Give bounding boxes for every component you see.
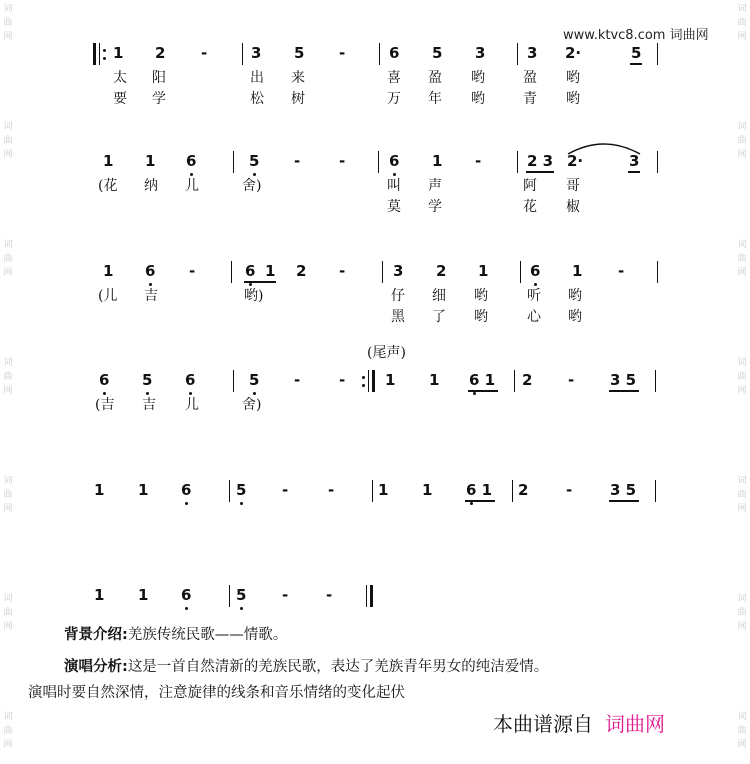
note: 1 <box>378 481 389 499</box>
note: 5 <box>432 44 443 62</box>
barline <box>382 261 383 283</box>
eighth-underline <box>630 63 642 65</box>
watermark-char: 网 <box>3 150 13 160</box>
watermark-char: 网 <box>737 386 747 396</box>
note: - <box>326 586 333 604</box>
watermark-char: 词 <box>737 122 747 132</box>
note: 5 <box>236 586 247 604</box>
watermark-char: 曲 <box>737 18 747 28</box>
note: - <box>339 152 346 170</box>
note: 2 <box>296 262 307 280</box>
analysis-paragraph <box>64 655 548 679</box>
low-octave-dot <box>473 392 476 395</box>
lyric: 听 <box>527 288 541 304</box>
background-label: 背景介绍: <box>64 627 128 643</box>
eighth-underline <box>628 171 640 173</box>
note: - <box>618 262 625 280</box>
background-paragraph <box>64 623 287 647</box>
watermark-char: 网 <box>737 504 747 514</box>
lyric: 哟 <box>568 288 582 304</box>
barline <box>372 480 373 502</box>
note: 3 <box>475 44 486 62</box>
barline <box>517 43 518 65</box>
lyric: 万 <box>387 91 401 107</box>
barline <box>231 261 232 283</box>
watermark-char: 曲 <box>3 608 13 618</box>
repeat-dot <box>103 49 106 52</box>
barline <box>233 151 234 173</box>
watermark-char: 词 <box>3 4 13 14</box>
lyric: 松 <box>250 91 264 107</box>
note: 3 <box>393 262 404 280</box>
watermark-left <box>2 0 14 764</box>
note: 2 <box>436 262 447 280</box>
barline <box>378 151 379 173</box>
final-barline-thick <box>370 585 373 607</box>
lyric: 心 <box>527 309 541 325</box>
tie-arc <box>566 140 642 156</box>
watermark-char: 曲 <box>737 372 747 382</box>
watermark-char: 网 <box>737 622 747 632</box>
lyric: 吉 <box>142 397 156 413</box>
lyric: 树 <box>291 91 305 107</box>
lyric: 了 <box>432 309 446 325</box>
note: 5 <box>236 481 247 499</box>
analysis-line2: 演唱时要自然深情，注意旋律的线条和音乐情绪的变化起伏 <box>28 685 405 701</box>
lyric: 要 <box>113 91 127 107</box>
note: 6 <box>99 371 110 389</box>
note: 2· <box>567 152 584 170</box>
note: 1 <box>478 262 489 280</box>
note: 3 5 <box>610 481 637 499</box>
low-octave-dot <box>534 283 537 286</box>
barline <box>657 151 658 173</box>
lyric: 舍) <box>242 178 262 194</box>
note: 6 <box>181 586 192 604</box>
lyric: 哟 <box>566 70 580 86</box>
barline <box>242 43 243 65</box>
eighth-underline <box>609 500 639 502</box>
watermark-right <box>736 0 748 764</box>
barline <box>657 43 658 65</box>
note: - <box>282 481 289 499</box>
note: 6 <box>245 262 256 280</box>
lyric: 叫 <box>387 178 401 194</box>
lyric: 吉 <box>144 288 158 304</box>
eighth-underline <box>609 390 639 392</box>
watermark-char: 曲 <box>737 136 747 146</box>
barline <box>657 261 658 283</box>
barline <box>655 480 656 502</box>
watermark-char: 曲 <box>3 372 13 382</box>
analysis-line1: 这是一首自然清新的羌族民歌，表达了羌族青年男女的纯洁爱情。 <box>127 659 549 675</box>
watermark-char: 曲 <box>737 608 747 618</box>
note: 6 1 <box>469 371 496 389</box>
lyric: (花 <box>98 178 118 194</box>
note: - <box>294 152 301 170</box>
low-octave-dot <box>249 283 252 286</box>
lyric: 黑 <box>391 309 405 325</box>
watermark-char: 词 <box>3 476 13 486</box>
barline <box>517 151 518 173</box>
barline <box>379 43 380 65</box>
note: 2 3 <box>527 152 554 170</box>
barline <box>655 370 656 392</box>
note: 3 <box>527 44 538 62</box>
lyric: 莫 <box>387 199 401 215</box>
note: 2 <box>155 44 166 62</box>
analysis-paragraph-cont <box>28 681 405 705</box>
note: 1 <box>113 44 124 62</box>
barline <box>233 370 234 392</box>
eighth-underline <box>468 390 498 392</box>
lyric: 儿 <box>185 397 199 413</box>
barline <box>512 480 513 502</box>
low-octave-dot <box>253 392 256 395</box>
note: 1 <box>432 152 443 170</box>
watermark-char: 网 <box>737 740 747 750</box>
note: - <box>339 371 346 389</box>
watermark-char: 词 <box>737 240 747 250</box>
note: 3 <box>251 44 262 62</box>
barline <box>229 585 230 607</box>
lyric: 阿 <box>523 178 537 194</box>
lyric: 年 <box>428 91 442 107</box>
lyric: 哟) <box>244 288 264 304</box>
note: - <box>189 262 196 280</box>
lyric: 哟 <box>471 91 485 107</box>
repeat-start-thin <box>99 43 100 65</box>
lyric: 来 <box>291 70 305 86</box>
note: - <box>339 262 346 280</box>
note: 1 <box>138 481 149 499</box>
low-octave-dot <box>185 607 188 610</box>
ending-label: (尾声) <box>367 345 406 361</box>
lyric: 哟 <box>474 309 488 325</box>
note: - <box>566 481 573 499</box>
barline <box>514 370 515 392</box>
note: - <box>568 371 575 389</box>
low-octave-dot <box>393 173 396 176</box>
watermark-char: 词 <box>737 594 747 604</box>
watermark-char: 词 <box>737 358 747 368</box>
watermark-char: 词 <box>3 594 13 604</box>
watermark-char: 曲 <box>3 136 13 146</box>
note: - <box>328 481 335 499</box>
lyric: 哟 <box>568 309 582 325</box>
note: 1 <box>103 152 114 170</box>
note: - <box>339 44 346 62</box>
note: 2· <box>565 44 582 62</box>
low-octave-dot <box>470 502 473 505</box>
lyric: 纳 <box>144 178 158 194</box>
low-octave-dot <box>240 502 243 505</box>
background-text: 羌族传统民歌——情歌。 <box>127 627 288 643</box>
lyric: 仔 <box>391 288 405 304</box>
note: - <box>282 586 289 604</box>
watermark-char: 曲 <box>3 18 13 28</box>
watermark-char: 网 <box>3 386 13 396</box>
note: 5 <box>294 44 305 62</box>
lyric: 哥 <box>566 178 580 194</box>
note: 6 1 <box>466 481 493 499</box>
note: 6 <box>530 262 541 280</box>
watermark-char: 曲 <box>737 254 747 264</box>
note: - <box>294 371 301 389</box>
note: 2 <box>518 481 529 499</box>
note: 6 <box>145 262 156 280</box>
footer-credit <box>493 708 665 737</box>
note: 1 <box>145 152 156 170</box>
watermark-char: 曲 <box>737 490 747 500</box>
note: 1 <box>103 262 114 280</box>
lyric: 盈 <box>523 70 537 86</box>
note: 6 <box>186 152 197 170</box>
analysis-label: 演唱分析: <box>64 659 128 675</box>
note: 6 <box>181 481 192 499</box>
lyric: 声 <box>428 178 442 194</box>
note: 1 <box>385 371 396 389</box>
watermark-char: 网 <box>737 32 747 42</box>
note: 1 <box>572 262 583 280</box>
lyric: 细 <box>432 288 446 304</box>
watermark-char: 网 <box>3 622 13 632</box>
lyric: 太 <box>113 70 127 86</box>
repeat-dot <box>362 376 365 379</box>
watermark-char: 曲 <box>3 726 13 736</box>
watermark-char: 曲 <box>3 490 13 500</box>
watermark-char: 曲 <box>3 254 13 264</box>
note: 5 <box>249 152 260 170</box>
note: - <box>201 44 208 62</box>
watermark-char: 词 <box>737 476 747 486</box>
note: 1 <box>94 481 105 499</box>
watermark-char: 词 <box>737 712 747 722</box>
repeat-end-thin <box>368 370 369 392</box>
watermark-char: 网 <box>3 32 13 42</box>
watermark-char: 网 <box>737 150 747 160</box>
lyric: 椒 <box>566 199 580 215</box>
barline <box>520 261 521 283</box>
note: 5 <box>631 44 642 62</box>
watermark-char: 网 <box>3 740 13 750</box>
note: - <box>475 152 482 170</box>
final-barline-thin <box>366 585 367 607</box>
eighth-underline <box>244 281 276 283</box>
watermark-char: 网 <box>737 268 747 278</box>
note: 1 <box>94 586 105 604</box>
lyric: 儿 <box>185 178 199 194</box>
footer-source: 本曲谱源自 <box>493 712 593 736</box>
repeat-end-barline <box>372 370 375 392</box>
low-octave-dot <box>185 502 188 505</box>
watermark-char: 词 <box>3 122 13 132</box>
note: 6 <box>389 44 400 62</box>
note: 6 <box>389 152 400 170</box>
repeat-start-barline <box>93 43 96 65</box>
watermark-char: 词 <box>3 712 13 722</box>
note: 1 <box>429 371 440 389</box>
lyric: 青 <box>523 91 537 107</box>
low-octave-dot <box>103 392 106 395</box>
repeat-dot <box>362 384 365 387</box>
watermark-char: 曲 <box>737 726 747 736</box>
watermark-char: 网 <box>3 504 13 514</box>
watermark-char: 网 <box>3 268 13 278</box>
repeat-dot <box>103 57 106 60</box>
lyric: 哟 <box>566 91 580 107</box>
lyric: 学 <box>428 199 442 215</box>
low-octave-dot <box>240 607 243 610</box>
eighth-underline <box>465 500 495 502</box>
lyric: 学 <box>152 91 166 107</box>
lyric: 舍) <box>242 397 262 413</box>
eighth-underline <box>526 171 554 173</box>
barline <box>229 480 230 502</box>
lyric: (儿 <box>98 288 118 304</box>
watermark-char: 词 <box>3 240 13 250</box>
lyric: (吉 <box>95 397 115 413</box>
low-octave-dot <box>189 392 192 395</box>
low-octave-dot <box>146 392 149 395</box>
site-label: www.ktvc8.com 词曲网 <box>563 28 709 43</box>
watermark-char: 词 <box>737 4 747 14</box>
lyric: 哟 <box>474 288 488 304</box>
lyric: 盈 <box>428 70 442 86</box>
note: 5 <box>249 371 260 389</box>
lyric: 出 <box>250 70 264 86</box>
lyric: 花 <box>523 199 537 215</box>
note: 2 <box>522 371 533 389</box>
note: 5 <box>142 371 153 389</box>
note: 1 <box>422 481 433 499</box>
note: 6 <box>185 371 196 389</box>
lyric: 哟 <box>471 70 485 86</box>
note: 3 <box>629 152 640 170</box>
low-octave-dot <box>190 173 193 176</box>
low-octave-dot <box>253 173 256 176</box>
watermark-char: 词 <box>3 358 13 368</box>
note: 1 <box>265 262 276 280</box>
lyric: 阳 <box>152 70 166 86</box>
low-octave-dot <box>149 283 152 286</box>
lyric: 喜 <box>387 70 401 86</box>
note: 3 5 <box>610 371 637 389</box>
footer-brand[interactable]: 词曲网 <box>605 712 665 736</box>
note: 1 <box>138 586 149 604</box>
